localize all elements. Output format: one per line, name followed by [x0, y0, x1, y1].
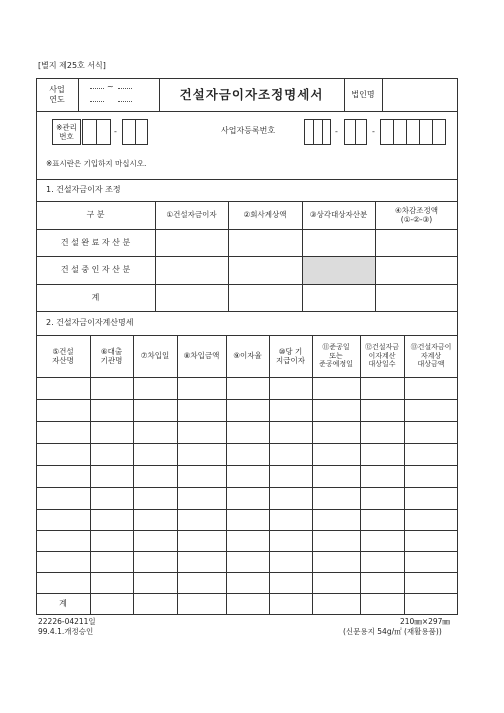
divider [36, 179, 458, 180]
s2-header-target-amount: ⑬건설자금이 자계상 대상금액 [410, 342, 452, 369]
divider [78, 78, 79, 111]
s2-header-borrow-amount: ⑧차입금액 [183, 351, 220, 361]
divider [312, 335, 313, 615]
dash-separator: - [335, 127, 338, 136]
divider [313, 119, 314, 145]
divider [133, 335, 134, 615]
year-from-month-blank[interactable] [118, 88, 132, 89]
s1-row-assets-in-construction: 건 설 중 인 자 산 분 [60, 265, 131, 274]
s1-header-adjustment: ④차감조정액 (①-②-③) [395, 205, 438, 224]
section2-title: 2. 건설자금이자계산명세 [46, 318, 134, 327]
instruction-note: ※표시란은 기입하지 마십시오. [46, 159, 147, 168]
s1-header-category: 구 분 [86, 210, 105, 219]
dash-separator: - [114, 127, 117, 136]
business-registration-field-3[interactable] [380, 119, 446, 145]
s1-row-completed-assets: 건 설 완 료 자 산 분 [60, 237, 131, 247]
divider [36, 399, 458, 400]
divider [36, 487, 458, 488]
s1-header-construction-interest: ①건설자금이자 [166, 210, 217, 220]
form-code: 22226-04211일 [38, 617, 96, 626]
paper-spec: (신문용지 54g/㎡ (재활용품)) [343, 627, 442, 636]
divider [36, 572, 458, 573]
divider [36, 377, 458, 378]
divider [36, 465, 458, 466]
divider [322, 119, 323, 145]
business-registration-label: 사업자등록번호 [221, 126, 276, 135]
s2-header-borrow-date: ⑦차입일 [140, 351, 170, 361]
business-year-label: 사업 연도 [49, 84, 65, 104]
s1-header-depreciable-assets: ③상각대상자산분 [309, 210, 368, 220]
form-number: [별지 제25호 서식] [38, 61, 106, 70]
paper-size: 210㎜×297㎜ [400, 617, 450, 626]
divider [226, 335, 227, 615]
s1-row-total: 계 [91, 292, 100, 302]
divider [269, 335, 270, 615]
divider [432, 119, 433, 145]
management-number-label: ※관리 번호 [56, 122, 77, 141]
divider [96, 119, 97, 145]
form-title: 건설자금이자조정명세서 [179, 86, 324, 102]
divider [36, 111, 458, 112]
divider [135, 119, 136, 145]
period-separator: ~ [107, 82, 114, 91]
divider [393, 119, 394, 145]
divider [90, 335, 91, 615]
section1-title: 1. 건설자금이자 조정 [46, 185, 121, 194]
year-to-month-blank[interactable] [118, 101, 132, 102]
divider [177, 335, 178, 615]
divider [36, 530, 458, 531]
s2-header-interest-paid: ⑩당 기 지급이자 [276, 346, 305, 365]
s2-header-interest-rate: ⑨이자율 [233, 351, 262, 361]
divider [36, 311, 458, 312]
divider [360, 335, 361, 615]
year-to-blank[interactable] [90, 101, 104, 102]
divider [36, 551, 458, 552]
s2-header-lender: ⑥대출 기관명 [100, 346, 123, 365]
divider [36, 509, 458, 510]
year-from-blank[interactable] [90, 88, 104, 89]
s2-total-label: 계 [59, 599, 67, 608]
divider [36, 593, 458, 594]
divider [36, 443, 458, 444]
s2-header-days: ⑫건설자금 이자계산 대상일수 [364, 342, 400, 369]
divider [404, 335, 405, 615]
corp-name-label: 법인명 [351, 89, 375, 99]
s1-shaded-cell [303, 257, 375, 284]
divider [406, 119, 407, 145]
divider [355, 119, 356, 145]
s2-header-completion-date: ⑪준공일 또는 준공예정일 [319, 342, 353, 369]
s1-header-company-booked: ②회사계상액 [243, 210, 287, 220]
business-registration-field-1[interactable] [304, 119, 331, 145]
s2-header-asset-name: ⑤건설 자산명 [52, 346, 74, 365]
divider [419, 119, 420, 145]
corp-name-field[interactable] [383, 79, 457, 110]
approval-text: 99.4.1.개정승인 [38, 627, 94, 636]
divider [36, 421, 458, 422]
dash-separator: - [372, 127, 375, 136]
